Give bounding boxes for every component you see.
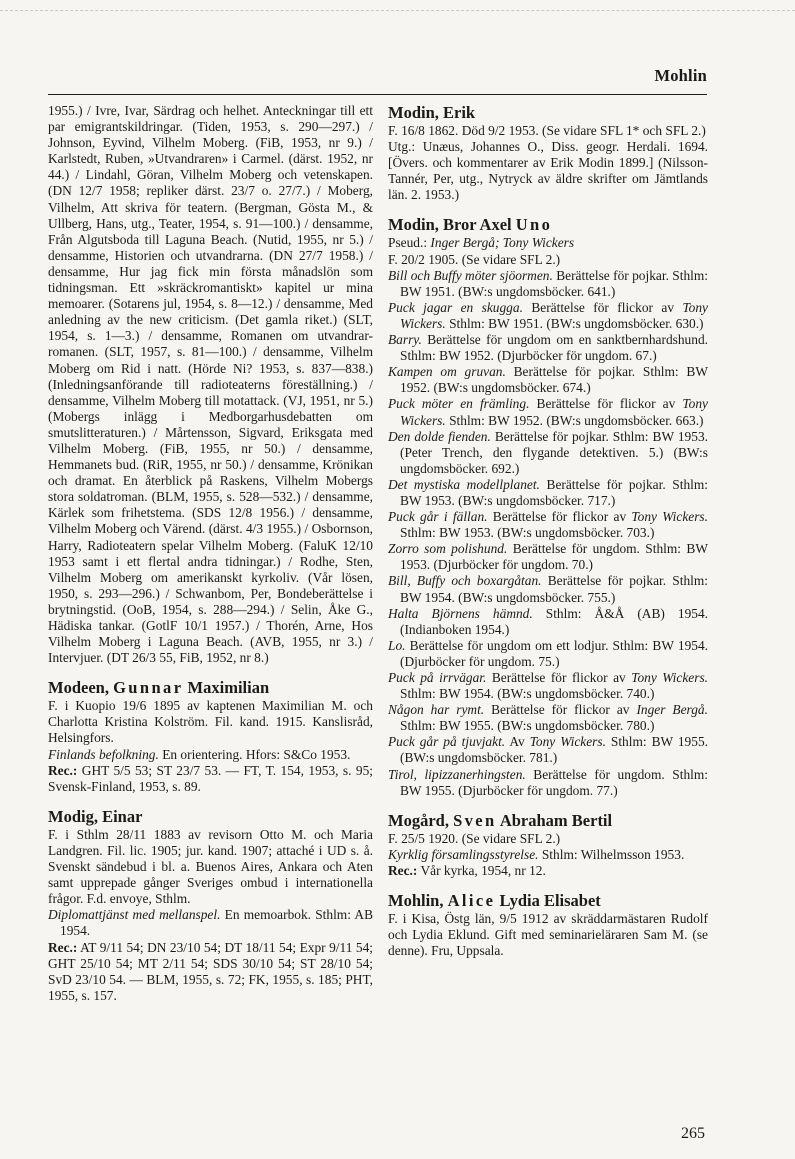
page-number: 265 bbox=[681, 1125, 705, 1142]
work-item: Puck på irrvägar. Berättelse för flickor av Tony Wickers. Sthlm: BW 1954. (BW:s ungdomsböcker. 740.) bbox=[388, 670, 708, 702]
scan-edge-line bbox=[0, 10, 795, 11]
work-item: Puck går på tjuvjakt. Av Tony Wickers. Sthlm: BW 1955. (BW:s ungdomsböcker. 781.) bbox=[388, 734, 708, 766]
header-rule bbox=[48, 94, 707, 95]
work-item: Halta Björnens hämnd. Sthlm: Å&Å (AB) 1954. (Indianboken 1954.) bbox=[388, 605, 708, 637]
right-column bbox=[388, 103, 708, 959]
work-item: Barry. Berättelse för ungdom om en sanktbernhardshund. Sthlm: BW 1952. (Djurböcker för ungdom. 67.) bbox=[388, 332, 708, 364]
entry-heading: Modin, Erik bbox=[388, 103, 476, 122]
entry-bio: F. 25/5 1920. (Se vidare SFL 2.) bbox=[388, 830, 561, 846]
entry-bio: F. i Sthlm 28/11 1883 av revisorn Otto M. och Maria Landgren. Fil. lic. 1905; jur. kand. 1907; attaché i UD s. å. Svenskt sändebud i bl. a. Buenos Aires, Ankara och Aten samt upprepade gånger Sveriges ombud i internationella frågor. F.d. envoye, Sthlm. bbox=[48, 826, 373, 907]
works-list bbox=[388, 268, 708, 799]
entry-modin-bror bbox=[388, 215, 708, 798]
entry-modeen bbox=[48, 678, 373, 795]
work-item: Puck jagar en skugga. Berättelse för flickor av Tony Wickers. Sthlm: BW 1951. (BW:s ungdomsböcker. 630.) bbox=[388, 299, 708, 331]
entry-heading: Modin, Bror Axel Uno bbox=[388, 215, 553, 235]
entry-bio: F. 16/8 1862. Död 9/2 1953. (Se vidare SFL 1* och SFL 2.) bbox=[388, 123, 706, 138]
work-item: Bill och Buffy möter sjöormen. Berättelse för pojkar. Sthlm: BW 1951. (BW:s ungdomsböcker. 641.) bbox=[388, 267, 708, 299]
entry-modin-erik bbox=[388, 103, 708, 203]
work-item: Puck möter en främling. Berättelse för flickor av Tony Wickers. Sthlm: BW 1952. (BW:s ungdomsböcker. 663.) bbox=[388, 396, 708, 428]
entry-heading: Mohlin, Alice Lydia Elisabet bbox=[388, 891, 601, 911]
entry-pseudonym: Pseud.: Inger Bergå; Tony Wickers bbox=[388, 235, 575, 251]
entry-mogard bbox=[388, 811, 708, 879]
entry-reviews: Rec.: GHT 5/5 53; ST 23/7 53. — FT, T. 154, 1953, s. 95; Svensk-Finland, 1953, s. 89. bbox=[48, 762, 373, 794]
work-item: Någon har rymt. Berättelse för flickor av Inger Bergå. Sthlm: BW 1955. (BW:s ungdomsböcker. 780.) bbox=[388, 702, 708, 734]
moberg-bibliography-continued: 1955.) / Ivre, Ivar, Särdrag och helhet. Anteckningar till ett par emigrantskildringar. (Tiden, 1953, s. 290—297.) / Johnson, Eyvind, Vilhelm Moberg. (FiB, 1953, nr 9.) / Karlstedt, Ruben, »Utvandraren» i Carmel. (därst. 1952, nr 44.) / Lindahl, Göran, Vilhelm Moberg och vetenskapen. (DN 12/7 1958; repliker därst. 23/7 o. 27/7.) / Moberg, Vilhelm, Att skriva för teatern. (Bergman, Gösta M., & Ullberg, Hans, utg., Teater, 1954, s. 91—100.) / densamme, Från Algutsboda till Laguna Beach. (Nutid, 1955, nr 5.) / densamme, Historien och utvandrarna. (DN 27/7 1958.) / densamme, Hur jag fick min första månadslön som tidningsman. Ett »skräckromantiskt» kapitel ur mina memoarer. (Sotarens jul, 1954, s. 8—12.) / densamme, Med anledning av the new criticism. (Det gamla riket.) (SLT, 1954, s. 1—3.) / densamme, Romanen om utvandrar-romanen. (SLT, 1957, s. 81—100.) / densamme, Vilhelm Moberg om Rid i natt. (Hörde Ni? 1953, s. 837—838.) (Inledningsanförande till radioteaterns föreställning.) / densamme, Vilhelm Moberg till motattack. (VJ, 1951, nr 5.) (Mobergs inlägg i Medborgarhusdebatten om smutslitteraturen.) / Mårtensson, Sigvard, Eriksgata med Vilhelm Moberg. (FiB, 1955, nr 50.) / densamme, Hemmanets bud. (RiR, 1955, nr 50.) / densamme, Krönikan och dramat. En återblick på Raskens, Vilhelm Mobergs stora soldatroman. (BLM, 1955, s. 528—532.) / densamme, Kärlek som frihetstema. (SDS 12/8 1956.) / densamme, Vilhelm Moberg och Värend. (därst. 4/3 1955.) / Osbornson, Harry, Radioteatern spelar Vilhelm Moberg. (FaluK 12/10 1953 samt i ett flertal andra tidningar.) / Rodhe, Sten, Vilhelm Moberg om amerikanskt kyrkoliv. (Vår lösen, 1950, s. 293—296.) / Schwanbom, Per, Bondeberättelse i brytningstid. (OoB, 1954, s. 288—294.) / Selin, Åke G., Hädiska tankar. (GotlF 10/1 1957.) / Thorén, Arne, Hos Vilhelm Moberg i Laguna Beach. (AVB, 1955, nr 3.) / Intervjuer. (DT 26/3 55, FiB, 1952, nr 8.) bbox=[48, 103, 373, 666]
entry-heading: Modig, Einar bbox=[48, 806, 143, 826]
entry-work: Kyrklig församlingsstyrelse. Sthlm: Wilhelmsson 1953. bbox=[388, 846, 685, 862]
entry-heading: Modeen, Gunnar Maximilian bbox=[48, 678, 270, 698]
entry-work: Diplomattjänst med mellanspel. En memoarbok. Sthlm: AB 1954. bbox=[48, 907, 374, 939]
entry-bio: F. i Kuopio 19/6 1895 av kaptenen Maximilian M. och Charlotta Kristina Kolström. Fil. kand. 1915. Kanslisråd, Helsingfors. bbox=[48, 698, 373, 746]
work-item: Det mystiska modellplanet. Berättelse för pojkar. Sthlm: BW 1953. (BW:s ungdomsböcker. 717.) bbox=[388, 476, 708, 508]
work-item: Den dolde fienden. Berättelse för pojkar. Sthlm: BW 1953. (Peter Trench, den flygande detektiven. 5.) (BW:s ungdomsböcker. 692.) bbox=[388, 428, 708, 476]
entry-mohlin-alice bbox=[388, 891, 708, 959]
work-item: Tirol, lipizzanerhingsten. Berättelse för ungdom. Sthlm: BW 1955. (Djurböcker för ungdom. 77.) bbox=[388, 766, 708, 798]
work-item: Puck går i fällan. Berättelse för flickor av Tony Wickers. Sthlm: BW 1953. (BW:s ungdomsböcker. 703.) bbox=[388, 509, 708, 541]
work-item: Bill, Buffy och boxargåtan. Berättelse för pojkar. Sthlm: BW 1954. (BW:s ungdomsböcker. 755.) bbox=[388, 573, 709, 605]
work-item: Zorro som polishund. Berättelse för ungdom. Sthlm: BW 1953. (Djurböcker för ungdom. 70.) bbox=[388, 541, 708, 573]
entry-work: Finlands befolkning. En orientering. Hfors: S&Co 1953. bbox=[48, 746, 351, 762]
entry-reviews: Rec.: Vår kyrka, 1954, nr 12. bbox=[388, 862, 546, 878]
running-head: Mohlin bbox=[654, 66, 707, 85]
work-item: Kampen om gruvan. Berättelse för pojkar. Sthlm: BW 1952. (BW:s ungdomsböcker. 674.) bbox=[388, 364, 708, 396]
entry-bio: F. 20/2 1905. (Se vidare SFL 2.) bbox=[388, 251, 561, 267]
left-column bbox=[48, 103, 373, 1004]
entry-modig bbox=[48, 807, 373, 1004]
entry-bio: F. i Kisa, Östg län, 9/5 1912 av skräddarmästaren Rudolf och Lydia Eklund. Gift med seminarieläraren Sam M. (se denne). Fru, Uppsala. bbox=[388, 911, 708, 959]
entry-heading: Mogård, Sven Abraham Bertil bbox=[388, 810, 613, 830]
work-item: Lo. Berättelse för ungdom om ett lodjur. Sthlm: BW 1954. (Djurböcker för ungdom. 75.) bbox=[388, 637, 708, 669]
entry-utg: Utg.: Unæus, Johannes O., Diss. geogr. Herdali. 1694. [Övers. och kommentarer av Erik Modin 1899.] (Nilsson-Tannér, Per, utg., Nytryck av äldre skrifter om Jämtlands län. 2. 1953.) bbox=[388, 139, 708, 203]
entry-reviews: Rec.: AT 9/11 54; DN 23/10 54; DT 18/11 54; Expr 9/11 54; GHT 25/10 54; MT 2/11 54; SDS 30/10 54; ST 28/10 54; SvD 23/10 54. — BLM, 1955, s. 72; FK, 1955, s. 185; PHT, 1955, s. 157. bbox=[48, 939, 373, 1003]
